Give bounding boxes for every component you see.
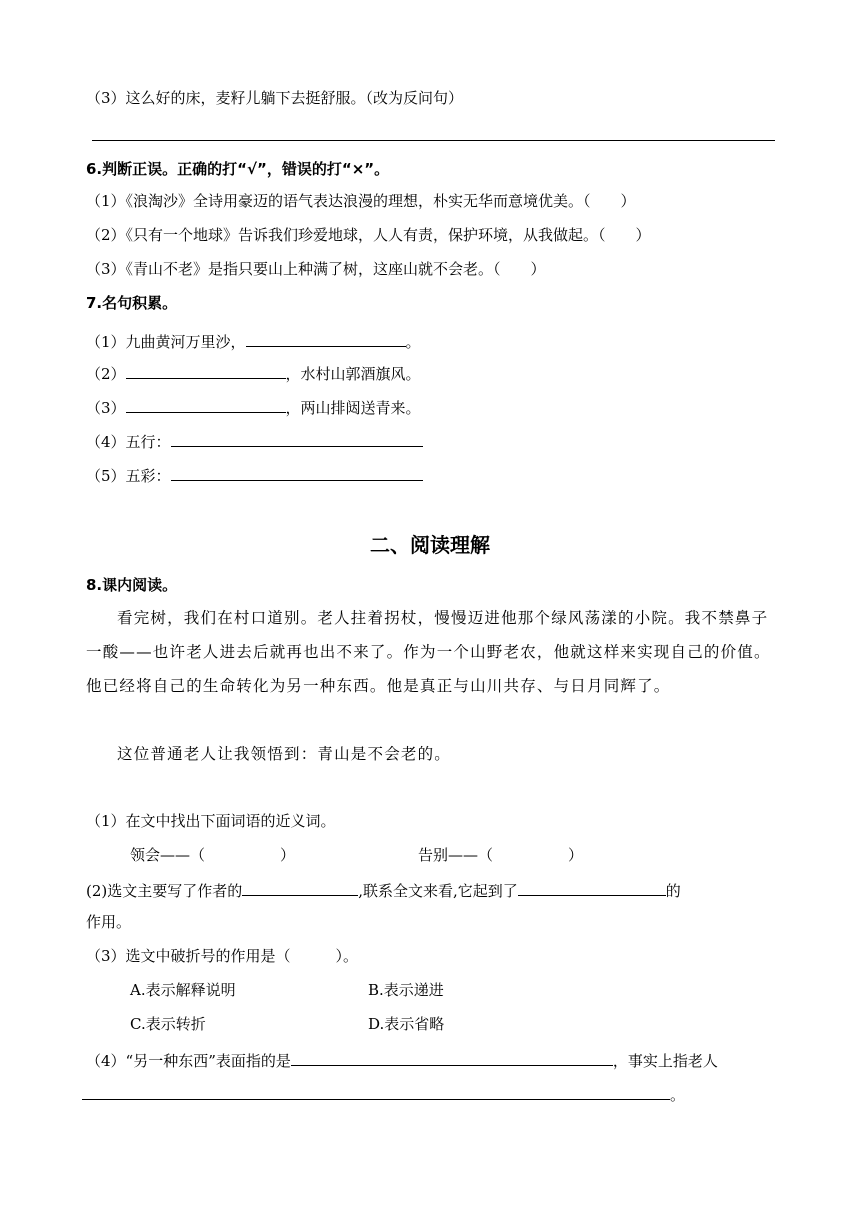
item-4-label: （4）五行： bbox=[86, 433, 171, 451]
option-b[interactable]: B.表示递进 bbox=[368, 981, 444, 999]
sub-question-4 bbox=[86, 1048, 718, 1071]
question-7-title: 7.名句积累。 bbox=[86, 294, 178, 312]
answer-blank[interactable] bbox=[126, 395, 286, 413]
answer-blank[interactable] bbox=[126, 361, 286, 379]
sub-4-text-a: （4）“另一种东西”表面指的是 bbox=[86, 1052, 291, 1070]
sub-question-1-word-b: 告别——（ ） bbox=[418, 846, 584, 864]
answer-blank[interactable] bbox=[171, 463, 423, 481]
question-6-title: 6.判断正误。正确的打“√”，错误的打“×”。 bbox=[86, 160, 390, 178]
question-8-title: 8.课内阅读。 bbox=[86, 576, 178, 594]
passage-paragraph-2: 这位普通老人让我领悟到：青山是不会老的。 bbox=[117, 745, 452, 763]
question-7-item-1 bbox=[86, 329, 421, 352]
question-7-item-4 bbox=[86, 429, 423, 452]
passage-paragraph-1: 看完树，我们在村口道别。老人拄着拐杖，慢慢迈进他那个绿风荡漾的小院。我不禁鼻子一酸——也许老人进去后就再也出不来了。作为一个山野老农，他就这样来实现自己的价值。他已经将自己的生命转化为另一种东西。他是真正与山川共存、与日月同辉了。 bbox=[86, 609, 771, 695]
item-2-prefix: （2） bbox=[86, 365, 126, 383]
sub-question-4-cont bbox=[82, 1082, 685, 1105]
option-a[interactable]: A.表示解释说明 bbox=[130, 981, 236, 999]
question-7-item-5 bbox=[86, 463, 423, 486]
sub-4-end: 。 bbox=[670, 1086, 686, 1104]
question-7-item-2 bbox=[86, 361, 421, 384]
item-1-prefix: （1）九曲黄河万里沙， bbox=[86, 333, 246, 351]
question-6-item-1: （1）《浪淘沙》全诗用豪迈的语气表达浪漫的理想，朴实无华而意境优美。（ ） bbox=[86, 192, 636, 210]
sub-question-2-cont: 作用。 bbox=[86, 913, 132, 931]
sub-question-1: （1）在文中找出下面词语的近义词。 bbox=[86, 812, 336, 830]
item-1-suffix: 。 bbox=[405, 333, 421, 351]
answer-blank[interactable] bbox=[82, 1082, 670, 1100]
sub-question-3: （3）选文中破折号的作用是（ ）。 bbox=[86, 947, 359, 965]
question-6-item-3: （3）《青山不老》是指只要山上种满了树，这座山就不会老。（ ） bbox=[86, 260, 546, 278]
answer-blank[interactable] bbox=[171, 429, 423, 447]
answer-line[interactable] bbox=[92, 140, 775, 141]
sub-2-text-c: 的 bbox=[665, 882, 681, 900]
answer-blank[interactable] bbox=[246, 329, 406, 347]
sub-2-text-a: (2)选文主要写了作者的 bbox=[86, 882, 243, 900]
item-3-suffix: ，两山排闼送青来。 bbox=[285, 399, 421, 417]
option-c[interactable]: C.表示转折 bbox=[130, 1015, 206, 1033]
answer-blank[interactable] bbox=[291, 1048, 613, 1066]
section-heading: 二、阅读理解 bbox=[370, 533, 490, 557]
sub-question-2 bbox=[86, 878, 681, 901]
item-5-label: （5）五彩： bbox=[86, 467, 171, 485]
sub-question-1-word-a: 领会——（ ） bbox=[130, 846, 296, 864]
item-3-prefix: （3） bbox=[86, 399, 126, 417]
answer-blank[interactable] bbox=[518, 878, 666, 896]
question-6-item-2: （2）《只有一个地球》告诉我们珍爱地球，人人有责，保护环境，从我做起。（ ） bbox=[86, 226, 651, 244]
question-5-3: （3）这么好的床，麦籽儿躺下去挺舒服。（改为反问句） bbox=[86, 89, 464, 107]
answer-blank[interactable] bbox=[242, 878, 358, 896]
sub-4-text-b: ，事实上指老人 bbox=[612, 1052, 718, 1070]
option-d[interactable]: D.表示省略 bbox=[368, 1015, 445, 1033]
item-2-suffix: ，水村山郭酒旗风。 bbox=[285, 365, 421, 383]
sub-2-text-b: ,联系全文来看,它起到了 bbox=[358, 882, 518, 900]
question-7-item-3 bbox=[86, 395, 421, 418]
